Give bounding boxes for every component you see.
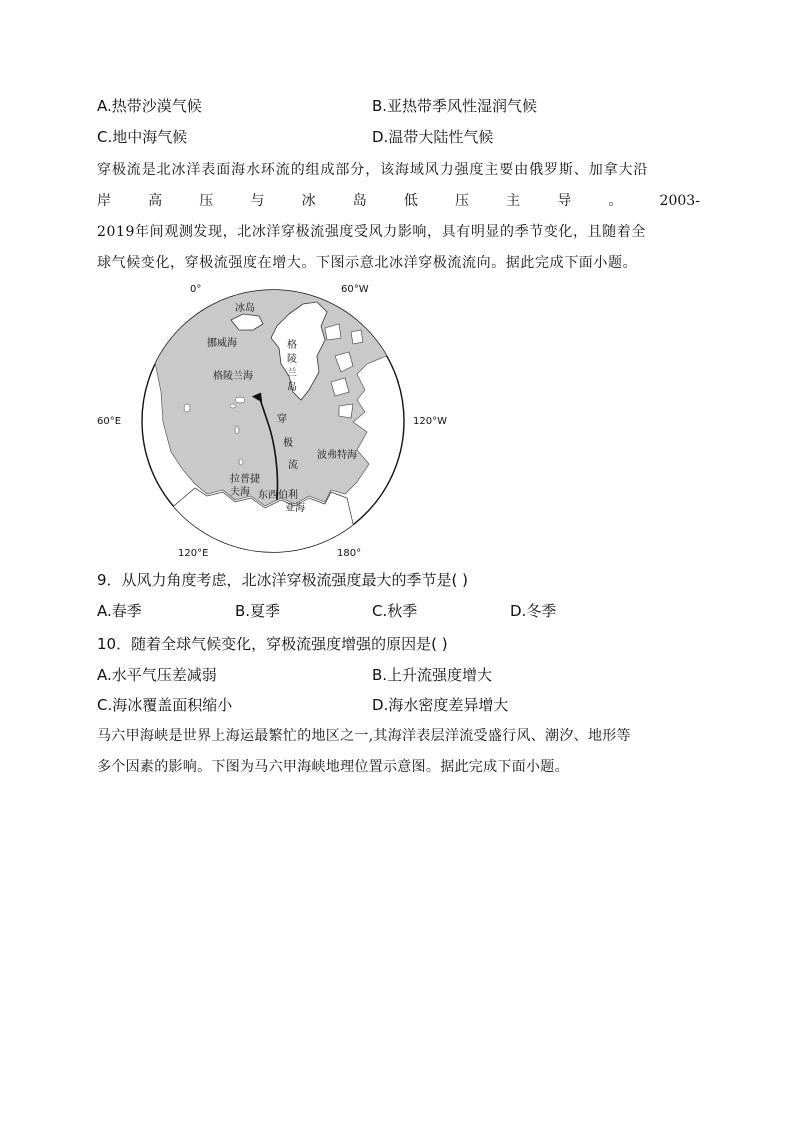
- passage2-line1: 马六甲海峡是世界上海运最繁忙的地区之一,其海洋表层洋流受盛行风、潮汐、地形等: [97, 728, 631, 744]
- p1-char: 岛: [352, 193, 367, 209]
- label-norwegian-sea: 挪威海: [207, 338, 237, 349]
- p1-char: 2003-: [659, 193, 700, 209]
- q8-option-b: B.亚热带季风性湿润气候: [372, 97, 538, 115]
- label-current-1: 穿: [277, 414, 287, 425]
- p1-char: 导: [557, 193, 572, 209]
- q10-option-a: A.水平气压差减弱: [97, 666, 217, 684]
- label-greenland-1: 格: [287, 340, 297, 351]
- p1-char: 低: [403, 193, 418, 209]
- q8-option-c: C.地中海气候: [97, 128, 188, 146]
- q8-option-d: D.温带大陆性气候: [372, 128, 494, 146]
- q9-option-c: C.秋季: [372, 602, 418, 620]
- passage1-line1: 穿极流是北冰洋表面海水环流的组成部分，该海域风力强度主要由俄罗斯、加拿大沿: [97, 162, 649, 178]
- label-laptev-2: 夫海: [230, 487, 250, 498]
- q8-option-a: A.热带沙漠气候: [97, 97, 202, 115]
- p1-char: 压: [454, 193, 469, 209]
- label-60e: 60°E: [97, 416, 122, 427]
- label-laptev-1: 拉普捷: [230, 474, 260, 485]
- q9-option-d: D.冬季: [510, 602, 557, 620]
- q10-stem: 10．随着全球气候变化，穿极流强度增强的原因是( ): [97, 635, 448, 653]
- label-greenland-3: 兰: [287, 368, 297, 379]
- label-60w: 60°W: [341, 284, 369, 295]
- p1-char: 压: [199, 193, 214, 209]
- label-greenland-4: 岛: [287, 382, 297, 393]
- label-120w: 120°W: [413, 416, 447, 427]
- p1-char: 冰: [301, 193, 316, 209]
- label-180: 180°: [337, 548, 362, 559]
- p1-char: 主: [506, 193, 521, 209]
- q10-option-c: C.海冰覆盖面积缩小: [97, 696, 233, 714]
- q10-option-b: B.上升流强度增大: [372, 666, 493, 684]
- p1-char: 岸: [97, 193, 111, 209]
- label-beaufort-sea: 波弗特海: [317, 450, 357, 461]
- label-greenland-sea: 格陵兰海: [213, 371, 253, 382]
- arctic-map: [95, 282, 455, 572]
- q9-stem: 9．从风力角度考虑，北冰洋穿极流强度最大的季节是( ): [97, 571, 469, 589]
- arctic-ocean: [151, 288, 391, 506]
- q9-option-b: B.夏季: [235, 602, 281, 620]
- p1-char: 。: [608, 193, 623, 209]
- label-greenland-2: 陵: [287, 354, 297, 365]
- passage1-line4: 球气候变化，穿极流强度在增大。下图示意北冰洋穿极流流向。据此完成下面小题。: [97, 255, 638, 271]
- label-0: 0°: [190, 284, 202, 295]
- label-120e: 120°E: [178, 548, 209, 559]
- label-current-3: 流: [288, 460, 298, 471]
- label-current-2: 极: [283, 438, 293, 449]
- label-east-siberian-2: 亚海: [285, 503, 305, 514]
- passage2-line2: 多个因素的影响。下图为马六甲海峡地理位置示意图。据此完成下面小题。: [97, 759, 569, 775]
- q9-option-a: A.春季: [97, 602, 142, 620]
- passage1-line3: 2019年间观测发现，北冰洋穿极流强度受风力影响，具有明显的季节变化，且随着全: [97, 224, 647, 240]
- passage1-line2: [97, 191, 700, 211]
- q10-option-d: D.海水密度差异增大: [372, 696, 509, 714]
- p1-char: 高: [148, 193, 163, 209]
- label-east-siberian-1: 东西伯利: [258, 490, 298, 501]
- label-iceland: 冰岛: [235, 303, 255, 314]
- p1-char: 与: [250, 193, 265, 209]
